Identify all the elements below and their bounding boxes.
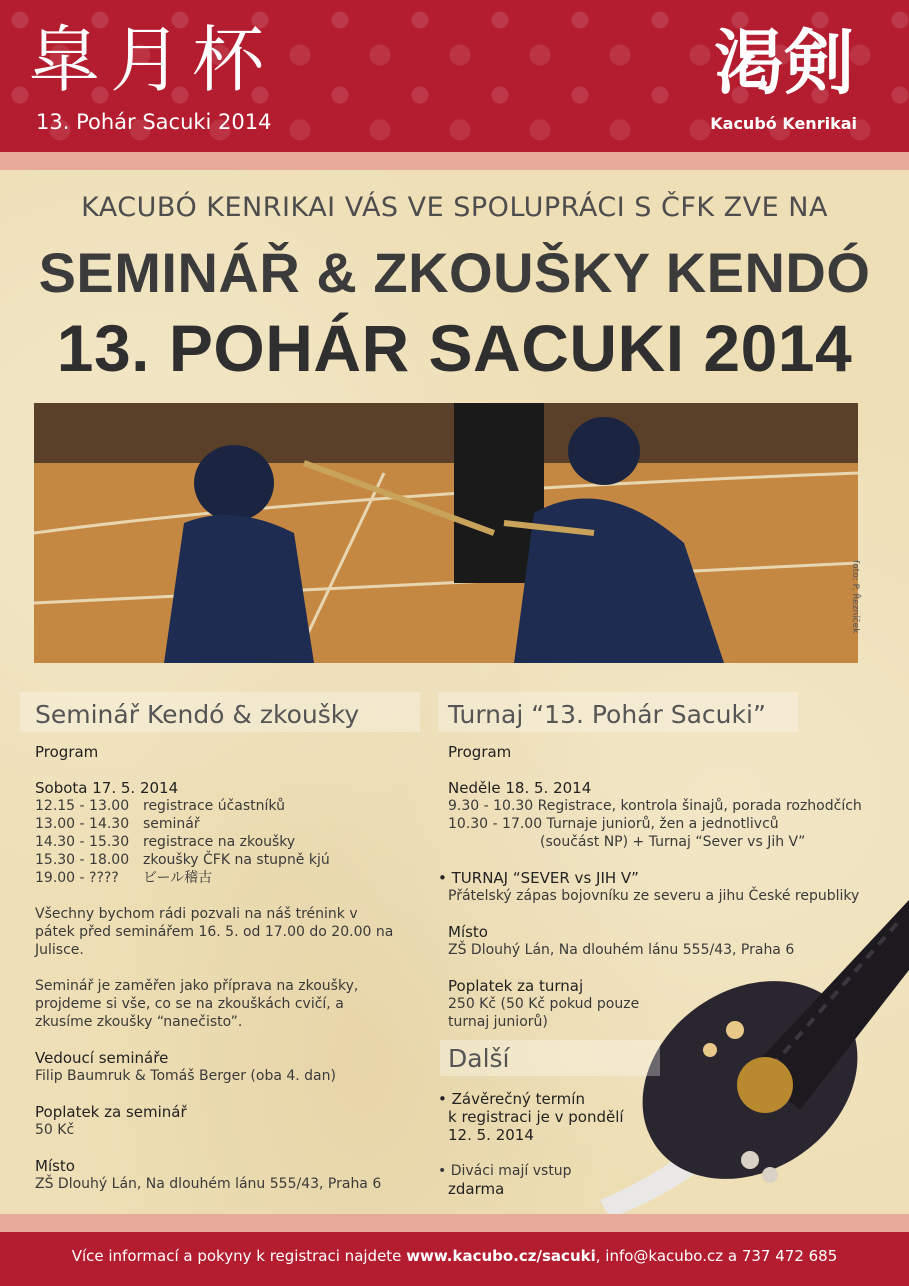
deadline-date: 12. 5. 2014 xyxy=(448,1126,534,1144)
tournament-place-label: Místo xyxy=(448,923,488,941)
photo-credit: foto: xyxy=(850,560,860,581)
other-column xyxy=(438,1090,638,1198)
special-tournament-label: • TURNAJ “SEVER vs JIH V” xyxy=(438,869,868,887)
tournament-day: Neděle 18. 5. 2014 xyxy=(448,779,592,797)
website-link[interactable]: www.kacubo.cz/sacuki xyxy=(406,1247,596,1265)
tournament-fee-label: Poplatek za turnaj xyxy=(448,977,584,995)
kendo-photo-illustration xyxy=(34,403,858,663)
tournament-place-value: ZŠ Dlouhý Lán, Na dlouhém lánu 555/43, Praha 6 xyxy=(448,942,795,958)
spectators-line: zdarma xyxy=(448,1180,505,1198)
footer-prefix: Více informací a pokyny k registraci najdete xyxy=(71,1247,407,1265)
seminar-day: Sobota 17. 5. 2014 xyxy=(35,779,179,797)
seminar-place-label: Místo xyxy=(35,1157,75,1175)
schedule-row: 14.30 - 15.30 registrace na zkoušky xyxy=(35,834,296,850)
seminar-lead-label: Vedoucí semináře xyxy=(35,1049,169,1067)
kanji-title-left: 皐月杯 xyxy=(28,18,275,102)
tournament-schedule-line: 9.30 - 10.30 Registrace, kontrola šinajů, porada rozhodčích xyxy=(448,798,862,814)
tournament-fee-value: turnaj juniorů) xyxy=(448,1014,548,1030)
seminar-heading: Seminář Kendó & zkoušky xyxy=(35,700,360,729)
schedule-row: 13.00 - 14.30 seminář xyxy=(35,816,200,832)
footer-text xyxy=(0,1247,909,1265)
intro-line: KACUBÓ KENRIKAI VÁS VE SPOLUPRÁCI S ČFK ZVE NA xyxy=(81,192,828,223)
tournament-heading: Turnaj “13. Pohár Sacuki” xyxy=(448,700,766,729)
training-note: Všechny bychom rádi pozvali na náš trénink v pátek před seminářem 16. 5. od 17.00 do 20.00 na Julisce. xyxy=(35,906,394,958)
header-subtitle: 13. Pohár Sacuki 2014 xyxy=(36,110,272,134)
tournament-schedule-line: 10.30 - 17.00 Turnaje juniorů, žen a jednotlivců xyxy=(448,816,779,832)
deadline-line: k registraci je v pondělí xyxy=(448,1108,624,1126)
seminar-program-label: Program xyxy=(35,743,99,761)
other-heading: Další xyxy=(448,1044,510,1073)
kendo-photo xyxy=(34,403,858,663)
seminar-lead-value: Filip Baumruk & Tomáš Berger (oba 4. dan) xyxy=(35,1068,336,1084)
seminar-fee-value: 50 Kč xyxy=(35,1122,75,1138)
tournament-program-label: Program xyxy=(448,743,512,761)
tournament-fee-value: 250 Kč (50 Kč pokud pouze xyxy=(448,996,640,1012)
club-name: Kacubó Kenrikai xyxy=(710,114,857,133)
deadline-line: • Závěrečný termín xyxy=(438,1090,638,1108)
seminar-fee-label: Poplatek za seminář xyxy=(35,1103,187,1121)
seminar-column xyxy=(35,743,425,1193)
schedule-row: 15.30 - 18.00 zkoušky ČFK na stupně kjú xyxy=(35,852,330,868)
main-title: SEMINÁŘ & ZKOUŠKY KENDÓ xyxy=(38,241,871,304)
seminar-description: Seminář je zaměřen jako příprava na zkoušky, projdeme si vše, co se na zkouškách cvičí, a zkusíme zkoušky “nanečisto”. xyxy=(35,978,359,1030)
footer-divider xyxy=(0,1214,909,1232)
schedule-row: 19.00 - ???? ビール稽古 xyxy=(35,870,213,886)
kanji-logo-right: 渇剣 xyxy=(714,21,854,104)
main-subtitle: 13. POHÁR SACUKI 2014 xyxy=(56,311,853,385)
schedule-row: 12.15 - 13.00 registrace účastníků xyxy=(35,798,285,814)
header-divider xyxy=(0,152,909,170)
tournament-schedule-line: (součást NP) + Turnaj “Sever vs Jih V” xyxy=(540,834,806,850)
special-tournament-desc: Přátelský zápas bojovníku ze severu a jihu České republiky xyxy=(448,888,860,904)
footer-contact: , info@kacubo.cz a 737 472 685 xyxy=(595,1247,838,1265)
spectators-line: • Diváci mají vstup xyxy=(438,1162,638,1180)
seminar-place-value: ZŠ Dlouhý Lán, Na dlouhém lánu 555/43, Praha 6 xyxy=(35,1176,382,1192)
